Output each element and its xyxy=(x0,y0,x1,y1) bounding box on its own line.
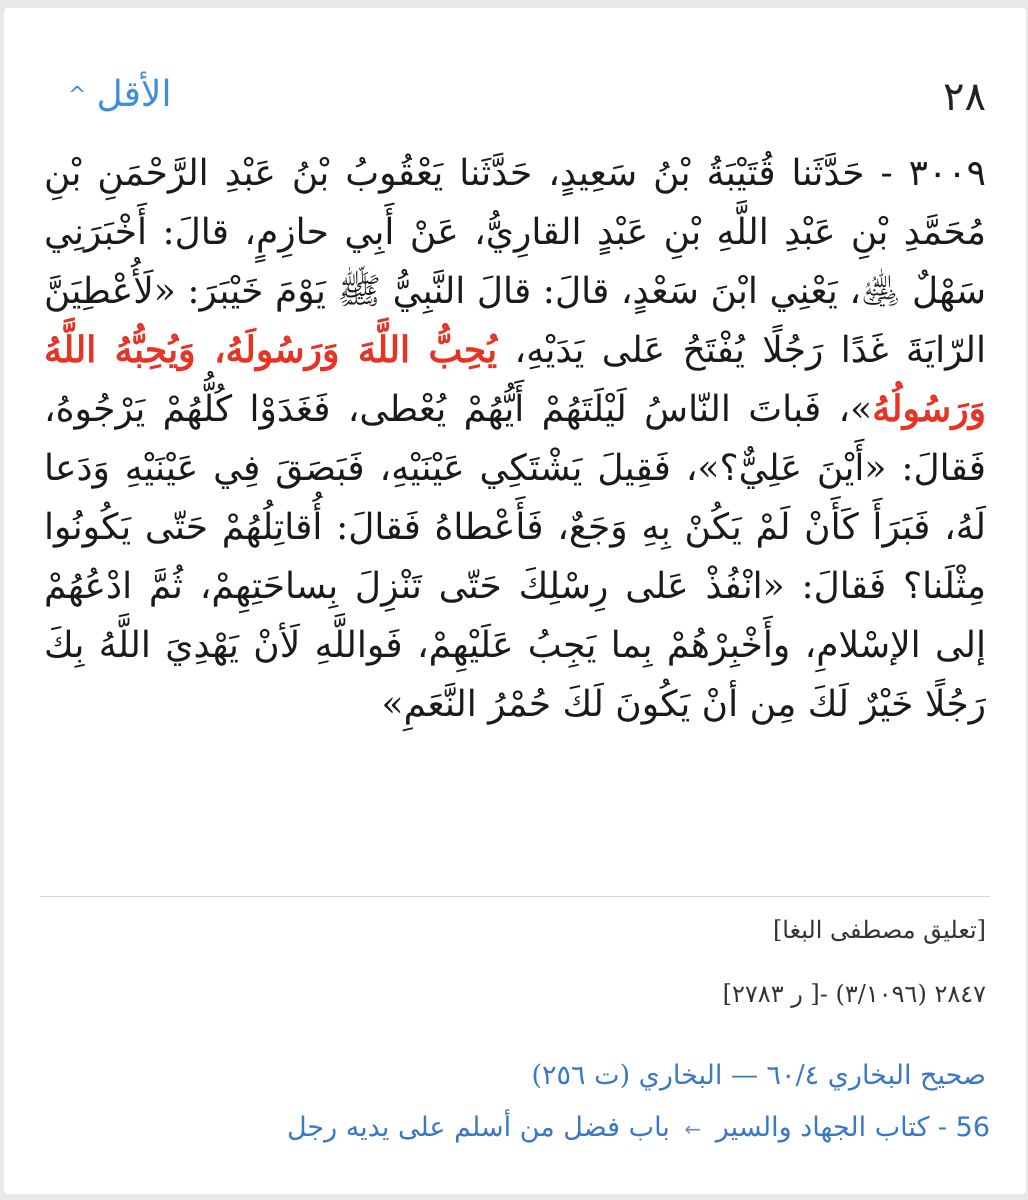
show-less-label: الأقل xyxy=(96,74,172,115)
chevron-up-icon: ^ xyxy=(68,83,87,108)
hadith-card xyxy=(4,8,1026,1194)
commentary-title: [تعليق مصطفى البغا] xyxy=(772,916,986,944)
chapter-number: 56 xyxy=(955,1112,990,1143)
section-divider xyxy=(40,896,990,897)
arrow-left-icon: ← xyxy=(684,1117,702,1141)
hadith-text-part-2: »، فَباتَ النّاسُ لَيْلَتَهُمْ أَيُّهُمْ يُعْطى، فَغَدَوْا كُلُّهُمْ يَرْجُوهُ، فَقالَ: «أَيْنَ عَلِيٌّ؟»، فَقِيلَ يَشْتَكِي عَيْنَيْهِ، فَبَصَقَ فِي عَيْنَيْهِ وَدَعا لَهُ، فَبَرَأَ كَأَنْ لَمْ يَكُنْ بِهِ وَجَعٌ، فَأَعْطاهُ فَقالَ: أُقاتِلُهُمْ حَتّى يَكُونُوا مِثْلَنا؟ فَقالَ: «انْفُذْ عَلى رِسْلِكَ حَتّى تَنْزِلَ بِساحَتِهِمْ، ثُمَّ ادْعُهُمْ إلى الإسْلامِ، وأَخْبِرْهُمْ بِما يَجِبُ عَلَيْهِمْ، فَواللَّهِ لَأنْ يَهْدِيَ اللَّهُ بِكَ رَجُلًا خَيْرٌ لَكَ مِن أنْ يَكُونَ لَكَ حُمْرُ النَّعَمِ» xyxy=(44,389,986,725)
chapter-section-link[interactable]: باب فضل من أسلم على يديه رجل xyxy=(286,1112,670,1143)
hadith-text xyxy=(44,144,986,734)
chapter-book-link[interactable]: كتاب الجهاد والسير xyxy=(715,1112,930,1143)
hadith-text-part-1: ٣٠٠٩ - حَدَّثَنا قُتَيْبَةُ بْنُ سَعِيدٍ، حَدَّثَنا يَعْقُوبُ بْنُ عَبْدِ الرَّحْمَنِ بْنِ مُحَمَّدِ بْنِ عَبْدِ اللَّهِ بْنِ عَبْدٍ القارِيُّ، عَنْ أَبِي حازِمٍ، قالَ: أَخْبَرَنِي سَهْلٌ ﵁، يَعْنِي ابْنَ سَعْدٍ، قالَ: قالَ النَّبِيُّ ﷺ يَوْمَ خَيْبَرَ: «لَأُعْطِيَنَّ الرّايَةَ غَدًا رَجُلًا يُفْتَحُ عَلى يَدَيْهِ، xyxy=(44,153,986,371)
commentary-body: ٢٨٤٧ (٣/١٠٩٦) -[ ر ٢٧٨٣] xyxy=(722,980,986,1008)
show-less-button[interactable] xyxy=(68,74,171,115)
chapter-separator: - xyxy=(929,1112,956,1143)
hadith-highlight: يُحِبُّ اللَّهَ وَرَسُولَهُ، وَيُحِبُّهُ اللَّهُ وَرَسُولُهُ xyxy=(44,329,986,430)
page-number: ٢٨ xyxy=(943,74,986,120)
source-reference-link[interactable]: صحيح البخاري ٤/‏٦٠ — البخاري (ت ٢٥٦) xyxy=(531,1060,986,1091)
chapter-breadcrumb[interactable] xyxy=(287,1112,990,1143)
card-header xyxy=(44,74,986,120)
